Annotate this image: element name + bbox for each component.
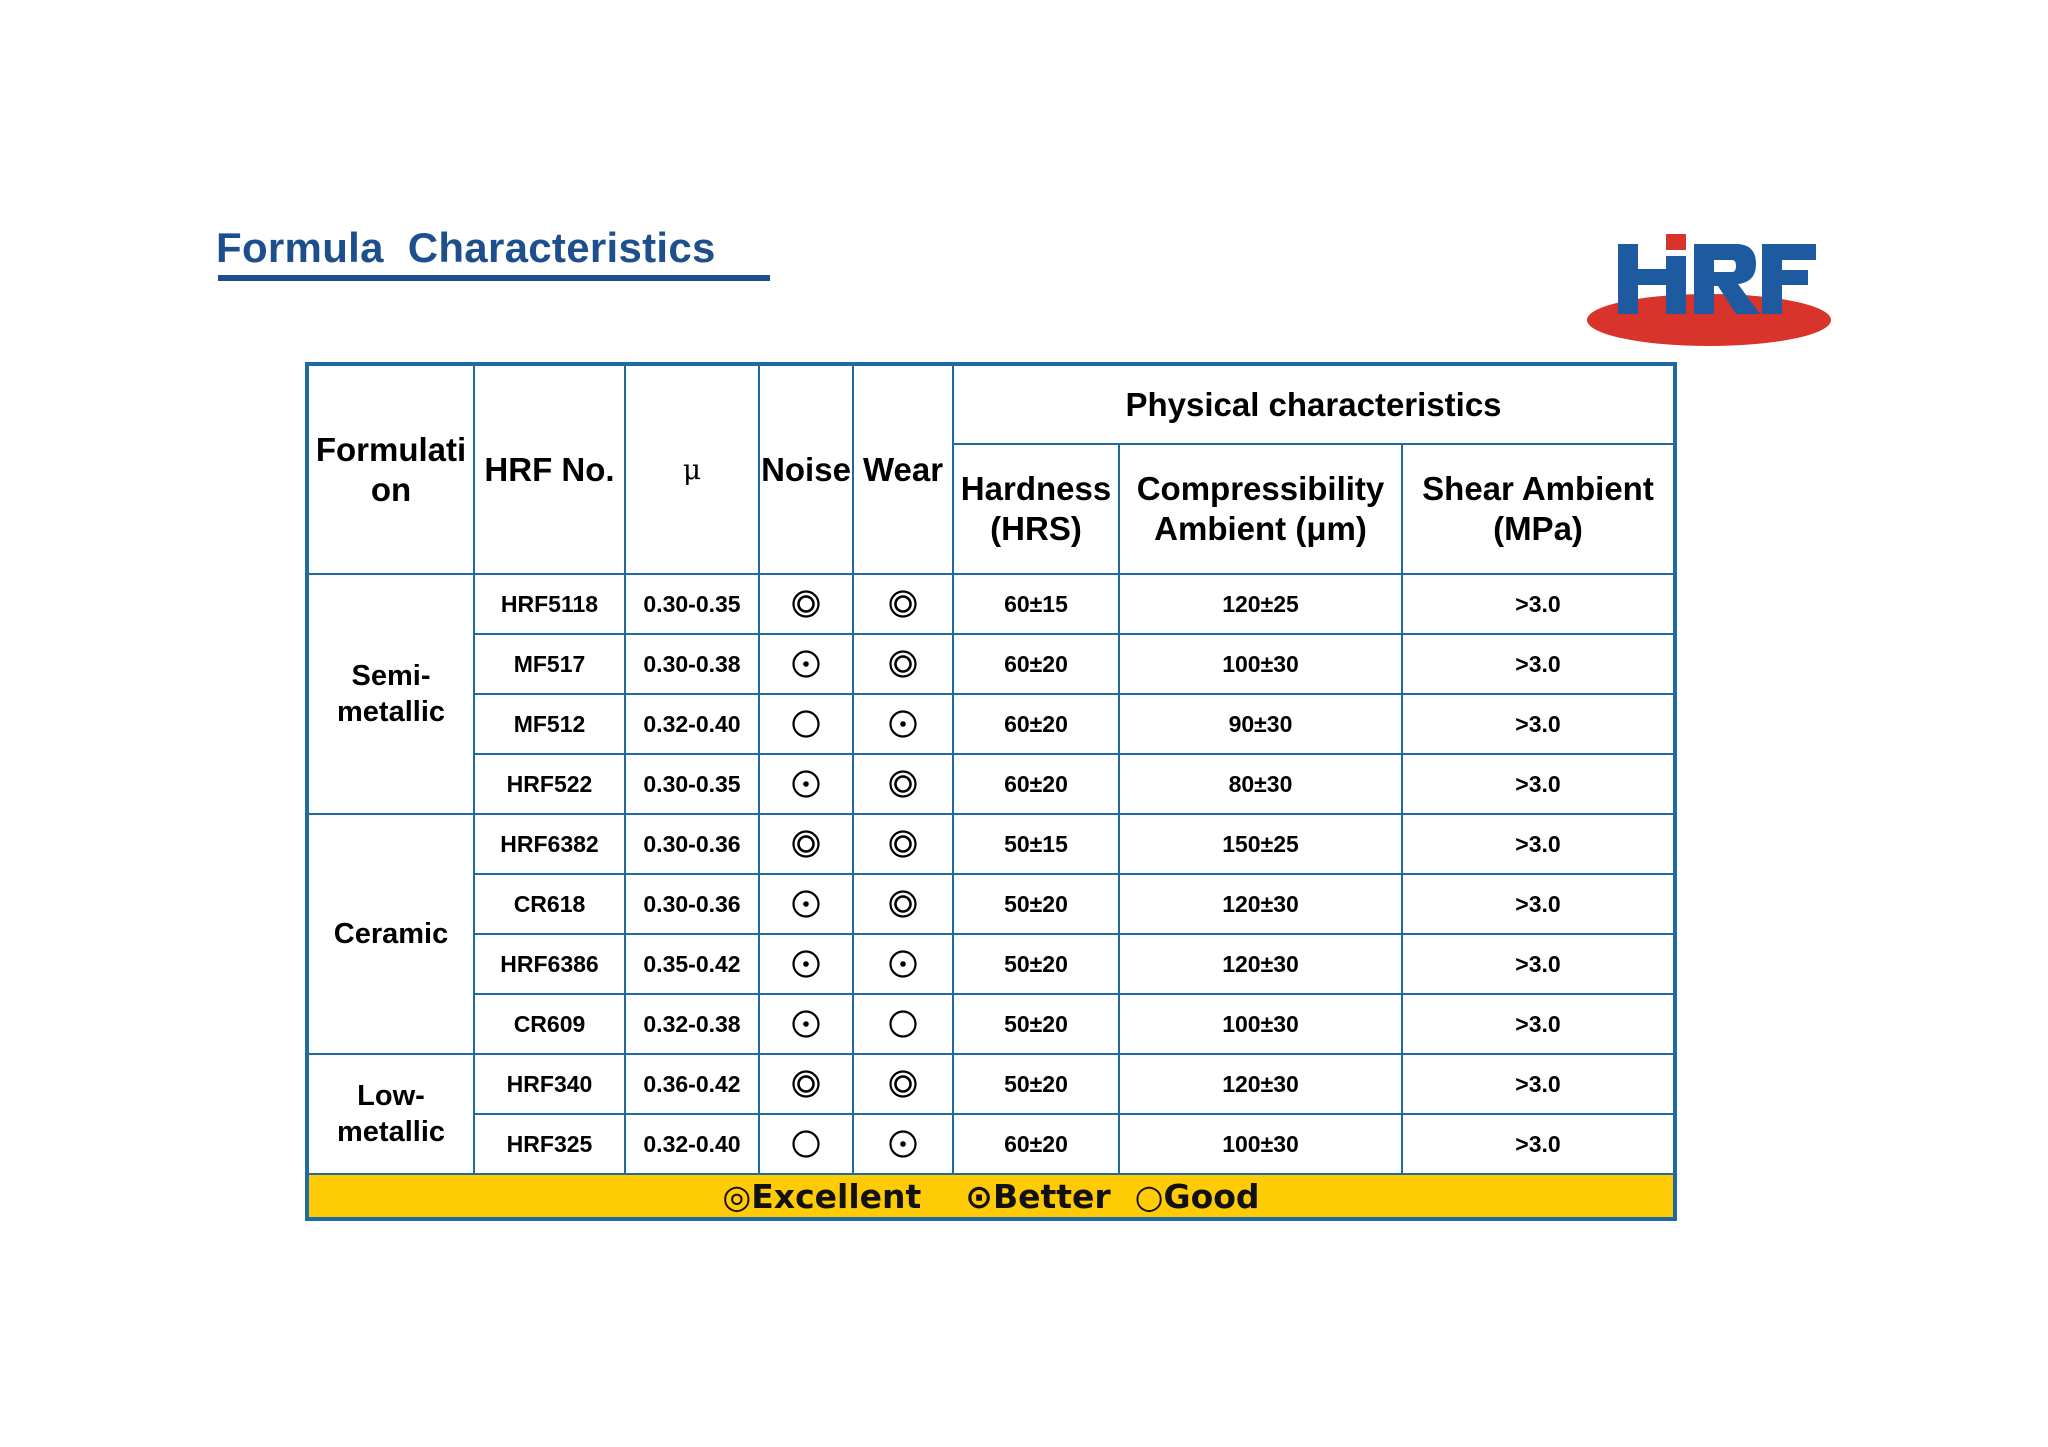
excellent-rating-icon: [888, 649, 918, 679]
table-body: [307, 574, 1675, 1174]
shear-cell: >3.0: [1402, 574, 1675, 634]
shear-cell: >3.0: [1402, 694, 1675, 754]
good-rating-icon: [791, 709, 821, 739]
mu-cell: 0.35-0.42: [625, 934, 759, 994]
hrf-no-cell: HRF6382: [474, 814, 625, 874]
compressibility-cell: 120±30: [1119, 934, 1402, 994]
header-physical-characteristics: Physical characteristics: [953, 364, 1675, 444]
hardness-cell: 60±20: [953, 634, 1119, 694]
shear-cell: >3.0: [1402, 1114, 1675, 1174]
better-rating-icon: [791, 649, 821, 679]
good-rating-icon: [791, 1129, 821, 1159]
shear-cell: >3.0: [1402, 994, 1675, 1054]
noise-cell: [759, 1114, 853, 1174]
shear-cell: >3.0: [1402, 874, 1675, 934]
better-rating-icon: [888, 709, 918, 739]
compressibility-cell: 120±30: [1119, 1054, 1402, 1114]
hardness-cell: 50±20: [953, 874, 1119, 934]
better-rating-icon: [888, 949, 918, 979]
formulation-group: Low- metallic: [307, 1054, 474, 1174]
mu-cell: 0.32-0.40: [625, 1114, 759, 1174]
noise-cell: [759, 994, 853, 1054]
table-row: [307, 634, 1675, 694]
formulation-group: Semi- metallic: [307, 574, 474, 814]
compressibility-cell: 100±30: [1119, 1114, 1402, 1174]
wear-cell: [853, 934, 953, 994]
table-row: [307, 934, 1675, 994]
wear-cell: [853, 814, 953, 874]
hardness-cell: 60±20: [953, 1114, 1119, 1174]
compressibility-cell: 120±30: [1119, 874, 1402, 934]
noise-cell: [759, 634, 853, 694]
better-rating-icon: [791, 1009, 821, 1039]
mu-cell: 0.30-0.35: [625, 754, 759, 814]
legend: [722, 1177, 1259, 1216]
excellent-rating-icon: [791, 589, 821, 619]
excellent-rating-icon: [888, 1069, 918, 1099]
better-rating-icon: [791, 769, 821, 799]
header-wear: Wear: [853, 364, 953, 574]
formulation-group: Ceramic: [307, 814, 474, 1054]
compressibility-cell: 80±30: [1119, 754, 1402, 814]
wear-cell: [853, 754, 953, 814]
excellent-rating-icon: [888, 889, 918, 919]
legend-row: [307, 1174, 1675, 1219]
noise-cell: [759, 754, 853, 814]
hardness-cell: 60±20: [953, 754, 1119, 814]
better-rating-icon: [791, 889, 821, 919]
mu-cell: 0.32-0.40: [625, 694, 759, 754]
mu-cell: 0.32-0.38: [625, 994, 759, 1054]
legend-better: ⊙Better: [965, 1176, 1111, 1216]
wear-cell: [853, 634, 953, 694]
header-noise: Noise: [759, 364, 853, 574]
table-row: [307, 694, 1675, 754]
compressibility-cell: 90±30: [1119, 694, 1402, 754]
hardness-cell: 50±20: [953, 994, 1119, 1054]
hrf-no-cell: HRF6386: [474, 934, 625, 994]
page-title: Formula Characteristics: [216, 224, 716, 271]
legend-excellent: ◎Excellent: [722, 1176, 922, 1216]
excellent-rating-icon: [888, 769, 918, 799]
wear-cell: [853, 574, 953, 634]
table-row: [307, 814, 1675, 874]
hrf-no-cell: CR609: [474, 994, 625, 1054]
wear-cell: [853, 1054, 953, 1114]
header-hrf-no: HRF No.: [474, 364, 625, 574]
hrf-logo: [1586, 234, 1832, 352]
better-rating-icon: [791, 949, 821, 979]
hrf-no-cell: MF517: [474, 634, 625, 694]
noise-cell: [759, 574, 853, 634]
hardness-cell: 60±20: [953, 694, 1119, 754]
noise-cell: [759, 814, 853, 874]
excellent-rating-icon: [888, 589, 918, 619]
formula-table: [305, 362, 1677, 1221]
hardness-cell: 50±15: [953, 814, 1119, 874]
compressibility-cell: 100±30: [1119, 634, 1402, 694]
header-mu: μ: [625, 364, 759, 574]
mu-cell: 0.30-0.35: [625, 574, 759, 634]
wear-cell: [853, 1114, 953, 1174]
mu-cell: 0.30-0.36: [625, 814, 759, 874]
table-row: [307, 874, 1675, 934]
wear-cell: [853, 874, 953, 934]
wear-cell: [853, 994, 953, 1054]
hrf-no-cell: HRF340: [474, 1054, 625, 1114]
header-hardness: Hardness (HRS): [953, 444, 1119, 574]
hardness-cell: 50±20: [953, 934, 1119, 994]
mu-cell: 0.30-0.38: [625, 634, 759, 694]
header-compressibility: Compressibility Ambient (μm): [1119, 444, 1402, 574]
noise-cell: [759, 934, 853, 994]
compressibility-cell: 100±30: [1119, 994, 1402, 1054]
legend-cell: [307, 1174, 1675, 1219]
hrf-no-cell: CR618: [474, 874, 625, 934]
excellent-rating-icon: [791, 1069, 821, 1099]
excellent-rating-icon: [791, 829, 821, 859]
table-row: [307, 574, 1675, 634]
shear-cell: >3.0: [1402, 814, 1675, 874]
noise-cell: [759, 694, 853, 754]
legend-good: ○Good: [1134, 1176, 1260, 1216]
noise-cell: [759, 874, 853, 934]
header-row-1: [307, 364, 1675, 444]
better-rating-icon: [888, 1129, 918, 1159]
title-underline: [218, 275, 770, 281]
shear-cell: >3.0: [1402, 634, 1675, 694]
table-row: [307, 994, 1675, 1054]
hrf-no-cell: HRF5118: [474, 574, 625, 634]
hrf-no-cell: HRF522: [474, 754, 625, 814]
noise-cell: [759, 1054, 853, 1114]
good-rating-icon: [888, 1009, 918, 1039]
hardness-cell: 50±20: [953, 1054, 1119, 1114]
mu-cell: 0.36-0.42: [625, 1054, 759, 1114]
shear-cell: >3.0: [1402, 934, 1675, 994]
shear-cell: >3.0: [1402, 754, 1675, 814]
header-shear: Shear Ambient (MPa): [1402, 444, 1675, 574]
table-row: [307, 754, 1675, 814]
excellent-rating-icon: [888, 829, 918, 859]
table-row: [307, 1054, 1675, 1114]
compressibility-cell: 150±25: [1119, 814, 1402, 874]
header-formulation: Formulati on: [307, 364, 474, 574]
hrf-no-cell: MF512: [474, 694, 625, 754]
compressibility-cell: 120±25: [1119, 574, 1402, 634]
shear-cell: >3.0: [1402, 1054, 1675, 1114]
wear-cell: [853, 694, 953, 754]
hardness-cell: 60±15: [953, 574, 1119, 634]
table-row: [307, 1114, 1675, 1174]
mu-cell: 0.30-0.36: [625, 874, 759, 934]
logo-red-square: [1666, 234, 1686, 250]
hrf-no-cell: HRF325: [474, 1114, 625, 1174]
